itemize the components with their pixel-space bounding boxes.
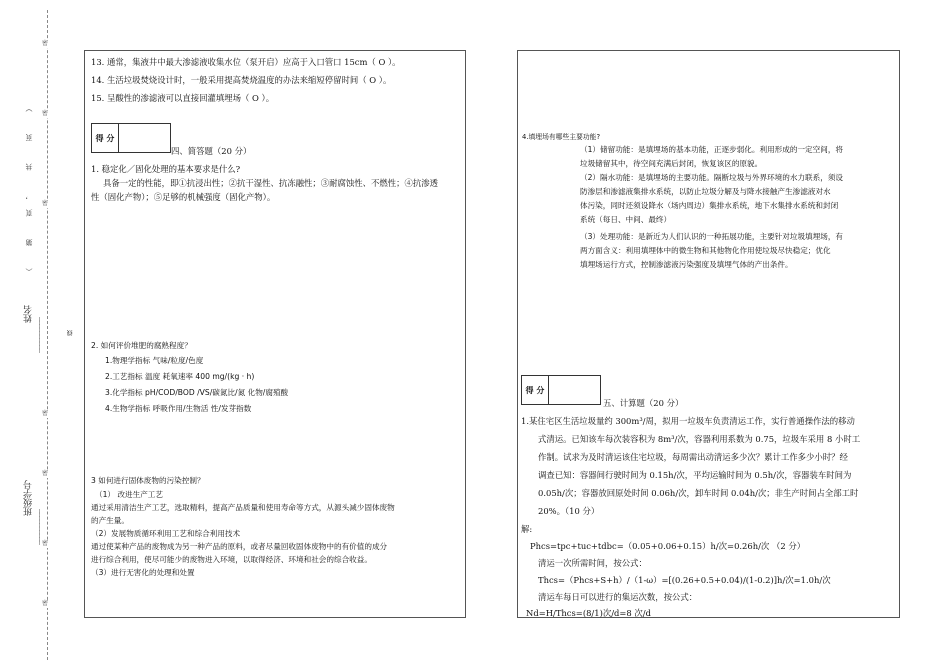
score-box (91, 123, 171, 153)
answer-line: （2）隔水功能：是填埋场的主要功能。隔断垃圾与外界环境的水力联系，须设 (580, 173, 844, 182)
answer-line: 的产生量。 (91, 516, 129, 525)
answer-line: 具备一定的性能，即①抗浸出性；②抗干湿性、抗冻融性；③耐腐蚀性、不燃性；④抗渗透 (103, 178, 438, 188)
answer-line: （2）发展物质循环利用工艺和综合利用技术 (91, 529, 241, 538)
problem-line: 1.某住宅区生活垃圾量约 300m³/周，拟用一垃圾车负责清运工作，实行普通操作法的移动 (521, 416, 855, 426)
name-line: __________ (30, 318, 40, 353)
solution-step: 清运车每日可以进行的集运次数，按公式： (538, 592, 698, 602)
seal-mark: 密 (42, 40, 49, 47)
answer-line: （1） 改进生产工艺 (95, 490, 163, 499)
section-title-calculation: 五、计算题（20 分） (603, 398, 684, 408)
exam-page-right (517, 50, 900, 618)
answer-line: （1）储留功能：是填埋场的基本功能，正逐步弱化。利用形成的一定空间，将 (580, 145, 844, 154)
answer-line: （3）进行无害化的处理和处置 (91, 568, 195, 577)
answer-line: 体污染，同时还须设降水（场内周边）集排水系统，地下水集排水系统和封闭 (580, 201, 839, 210)
solution-step: Phcs=tpc+tuc+tdbc=（0.05+0.06+0.15）h/次=0.26h/次 （2 分） (530, 541, 806, 551)
answer-line: 通过采用清洁生产工艺，选取精料，提高产品质量和使用寿命等方式，从源头减少固体废物 (91, 503, 395, 512)
exam-page-left (84, 50, 466, 618)
problem-line: 调查已知：容器间行驶时间为 0.15h/次，平均运输时间为 0.5h/次，容器装车时间为 (538, 470, 852, 480)
seal-mark: 密 (42, 110, 49, 117)
problem-line: 20%。（10 分） (538, 506, 600, 516)
seal-mark: 密 (42, 410, 49, 417)
question-2: 2. 如何评价堆肥的腐熟程度？ (91, 341, 192, 350)
name-label: 姓名 (24, 305, 34, 323)
judge-item-14: 14. 生活垃圾焚烧设计时，一般采用提高焚烧温度的办法来缩短停留时间（ O ）。 (91, 75, 392, 85)
score-label: 得 分 (92, 124, 119, 152)
seal-mark: 密 (42, 540, 49, 547)
seal-mark: 密 (42, 200, 49, 207)
answer-line: 2.工艺指标 温度 耗氧速率 400 mg/(kg · h) (105, 372, 255, 381)
class-label: 班级学号 (24, 480, 34, 516)
solution-step: Thcs=（Phcs+S+h）/（1-ω）=[(0.26+0.5+0.04)/(1-0.2)]h/次=1.0h/次 (538, 575, 831, 585)
score-label: 得 分 (522, 376, 549, 404)
binding-margin (0, 0, 80, 672)
answer-line: 1.物理学指标 气味/粒度/色度 (105, 356, 204, 365)
seal-mark: 密 (42, 470, 49, 477)
answer-line: 3.化学指标 pH/COD/BOD /VS/碳氮比/氮 化物/腐殖酸 (105, 388, 289, 397)
solution-label: 解: (521, 524, 533, 534)
problem-line: 式清运。已知该车每次装容积为 8m³/次，容器利用系数为 0.75，垃圾车采用 8 小时工 (538, 434, 861, 444)
answer-line: （3）处理功能：是新近为人们认识的一种拓展功能，主要针对垃圾填埋场，有 (580, 232, 844, 241)
problem-line: 0.05h/次；容器放回原处时间 0.06h/次，卸车时间 0.04h/次；非生产时间占全部工时 (538, 488, 859, 498)
answer-line: 系统（每日、中间、最终） (580, 215, 672, 224)
answer-line: 两方面含义：利用填埋体中的微生物和其他物化作用使垃圾尽快稳定；优化 (580, 246, 831, 255)
sheet-info: （ 第 页， 共 页 ） (25, 95, 33, 276)
answer-line: 垃圾储留其中，待空间充满后封闭，恢复该区的原貌。 (580, 159, 763, 168)
judge-item-15: 15. 呈酸性的渗滤液可以直接回灌填埋场（ O ）。 (91, 93, 275, 103)
question-3: 3 如何进行固体废物的污染控制？ (91, 476, 205, 485)
seal-mark: 密 (42, 600, 49, 607)
class-line: __________ (30, 510, 40, 545)
answer-line: 防渗层和渗滤液集排水系统，以防止垃圾分解及与降水接触产生渗滤液对水 (580, 187, 831, 196)
section-title-short-answer: 四、简答题（20 分） (171, 146, 252, 156)
answer-line: 进行综合利用，使尽可能少的废物进入环境，以取得经济、环境和社会的综合收益。 (91, 555, 372, 564)
judge-item-13: 13. 通常，集液井中最大渗滤液收集水位（泵开启）应高于入口管口 15cm（ O ）。 (91, 57, 401, 67)
problem-line: 作制。试求为及时清运该住宅垃圾，每周需出动清运多少次？累计工作多少小时？经 (538, 452, 848, 462)
answer-line: 填埋场运行方式，控制渗滤液污染强度及填埋气体的产出条件。 (580, 260, 793, 269)
answer-line: 性（固化产物）；⑤足够的机械强度（固化产物）。 (91, 192, 276, 202)
solution-step: Nd=H/Thcs=(8/1)次/d=8 次/d (526, 608, 651, 618)
solution-step: 清运一次所需时间，按公式： (538, 558, 647, 568)
line-mark: 线 (67, 330, 74, 336)
question-1: 1. 稳定化／固化处理的基本要求是什么? (91, 164, 241, 174)
answer-line: 4.生物学指标 呼吸作用/生物活 性/发芽指数 (105, 404, 252, 413)
binding-dash-line (47, 10, 48, 660)
question-4: 4.填埋场有哪些主要功能? (522, 133, 601, 141)
score-box (521, 375, 601, 405)
answer-line: 通过使某种产品的废物成为另一种产品的原料，或者尽量回收固体废物中的有价值的成分 (91, 542, 388, 551)
